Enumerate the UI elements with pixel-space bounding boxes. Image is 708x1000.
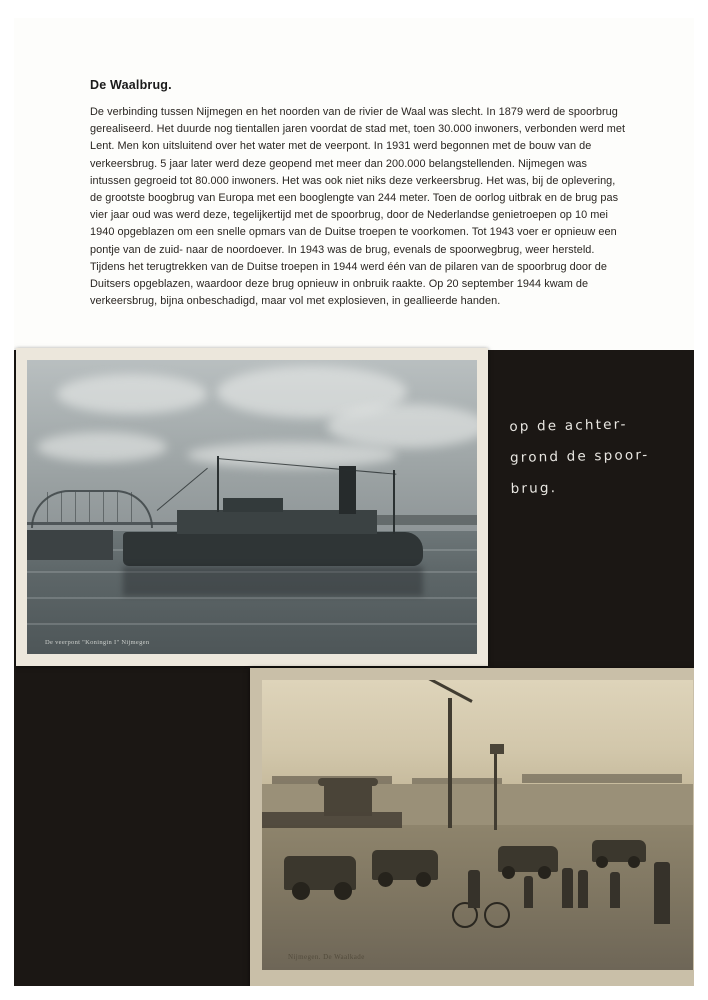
handwritten-note-line-3: brug. xyxy=(510,480,558,497)
postcard-ferry xyxy=(16,348,488,666)
car-wheel xyxy=(502,866,515,879)
crane-flag xyxy=(490,744,504,754)
bicycle-wheel xyxy=(484,902,510,928)
cyclist xyxy=(468,870,480,908)
ferry-reflection xyxy=(123,566,423,596)
far-shore-buildings xyxy=(412,778,502,784)
page-title: De Waalbrug. xyxy=(90,78,172,92)
cloud-shape xyxy=(57,374,207,414)
moored-barge xyxy=(262,812,402,828)
car-wheel xyxy=(334,882,352,900)
postcard-quay xyxy=(250,668,694,986)
pedestrian xyxy=(578,870,588,908)
car-wheel xyxy=(628,856,640,868)
article-sheet xyxy=(14,18,694,350)
postcard-quay-caption: Nijmegen. De Waalkade xyxy=(288,953,365,961)
postcard-ferry-caption: De veerpont "Koningin I" Nijmegen xyxy=(45,639,150,646)
ferry-wheelhouse xyxy=(223,498,283,512)
ferry-funnel xyxy=(339,466,356,514)
handwritten-note xyxy=(509,408,694,505)
pedestrian xyxy=(562,868,573,908)
car-wheel xyxy=(416,872,431,887)
far-shore-buildings xyxy=(522,774,682,783)
article xyxy=(90,78,628,310)
jetty xyxy=(27,530,113,560)
handwritten-note-line-2: grond de spoor- xyxy=(509,447,650,466)
pedestrian xyxy=(524,876,533,908)
dark-album-board xyxy=(14,18,694,986)
ferry-mast xyxy=(393,470,395,534)
quay-kiosk-roof xyxy=(318,778,378,786)
pedestrian xyxy=(610,872,620,908)
postcard-quay-photo xyxy=(262,680,693,970)
article-body-text: De verbinding tussen Nijmegen en het noorden van de rivier de Waal was slecht. In 1879 werd de spoorbrug gerealiseerd. Het duurde nog tientallen jaren voordat de stad met, toen 30.000 inwoners, verbonden werd met Lent. Men kon uitsluitend over het water met de veerpont. In 1931 werd begonnen met de bouw van de verkeersbrug. 5 jaar later werd deze geopend met meer dan 200.000 belangstellenden. Nijmegen was intussen gegroeid tot 80.000 inwoners. Het was ook niet niks deze verkeersbrug. Het was, bij de oplevering, de grootste boogbrug van Europa met een booglengte van 244 meter. Toen de oorlog uitbrak en de brug pas vier jaar oud was werd deze, tegelijkertijd met de spoorbrug, door de Nederlandse genietroepen op 10 mei 1940 opgeblazen om een snelle opmars van de Duitse troepen te voorkomen. Tot 1943 voer er opnieuw een pontje van de zuid- naar de noordoever. In 1943 was de brug, evenals de spoorwegbrug, weer hersteld. Tijdens het terugtrekken van de Duitse troepen in 1944 werd één van de pilaren van de spoorbrug door de Duitsers opgeblazen, waardoor deze brug opnieuw in onbruik raakte. Op 20 september 1944 kwam de verkeersbrug, bijna onbeschadigd, maar vol met explosieven, in geallieerde handen. xyxy=(90,106,626,308)
cloud-shape xyxy=(37,432,167,462)
pedestrian xyxy=(654,862,670,924)
handwritten-note-line-1: op de achter- xyxy=(509,416,628,435)
crane-mast xyxy=(448,698,452,828)
postcard-ferry-photo xyxy=(27,360,477,654)
cloud-shape xyxy=(327,404,477,448)
car-wheel xyxy=(292,882,310,900)
crane-post xyxy=(494,752,497,830)
car-wheel xyxy=(596,856,608,868)
car-wheel xyxy=(538,866,551,879)
ferry-hull xyxy=(123,532,423,566)
car-wheel xyxy=(378,872,393,887)
ferry-mast xyxy=(217,456,219,512)
